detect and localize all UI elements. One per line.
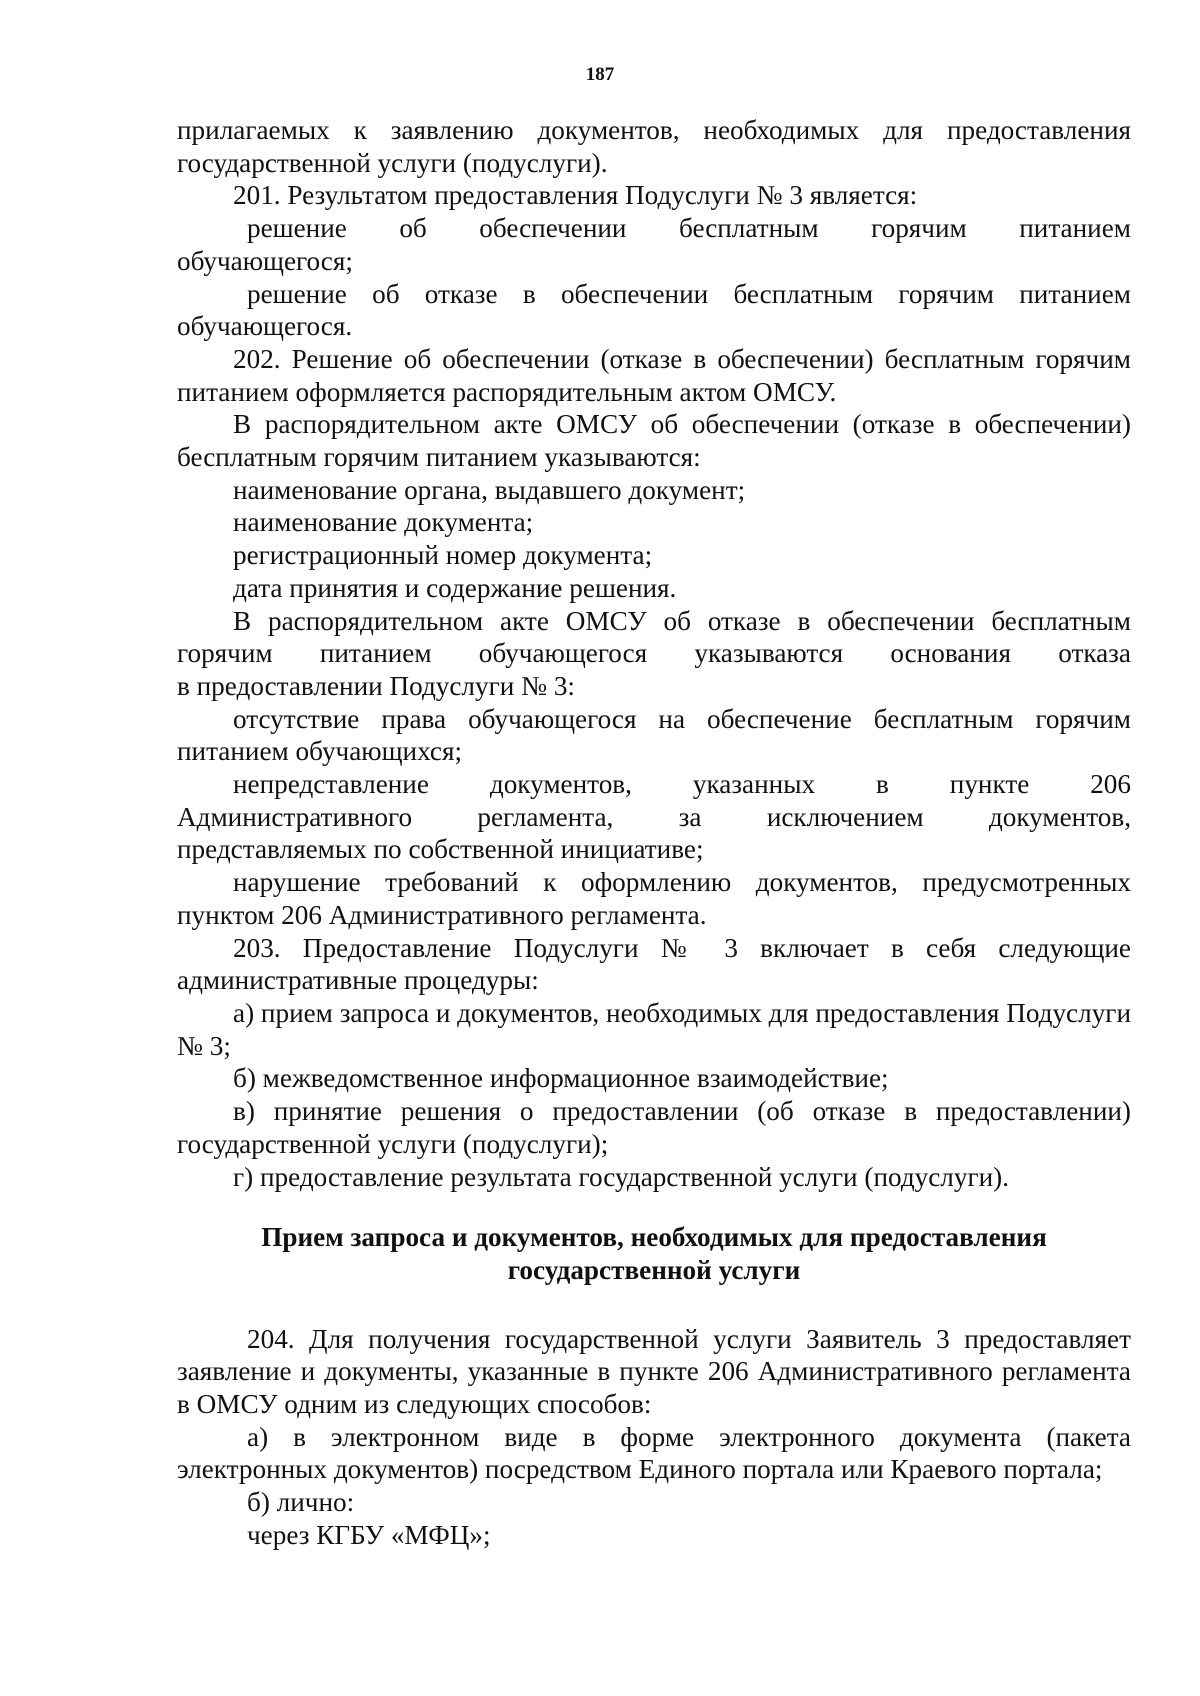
spacer [177, 1193, 1131, 1221]
act-item-2: наименование документа; [233, 507, 534, 538]
submission-way-a: а) в электронном виде в форме электронного документа (пакета электронных документов) посредством Единого портала или Краевого портала; [177, 1421, 1131, 1485]
result-item-2-line1: решение об отказе в обеспечении бесплатным горячим питанием [247, 278, 1131, 309]
section-heading-line1: Прием запроса и документов, необходимых для предоставления [261, 1222, 1047, 1253]
refusal-intro-line2: горячим питанием обучающегося указываются основания отказа [177, 638, 1131, 669]
paragraph-201: 201. Результатом предоставления Подуслуги № 3 является: [233, 180, 918, 211]
result-item-1-line1: решение об обеспечении бесплатным горячим питанием [247, 213, 1131, 244]
spacer [177, 1287, 1131, 1323]
submission-way-b: б) лично: [247, 1487, 355, 1518]
refusal-reason-2-line3: представляемых по собственной инициативе; [177, 834, 704, 865]
refusal-reason-2-line2: Административного регламента, за исключением документов, [177, 801, 1131, 832]
act-item-3: регистрационный номер документа; [233, 540, 653, 571]
refusal-intro-line3: в предоставлении Подуслуги № 3: [177, 670, 575, 701]
page-number: 187 [585, 64, 615, 85]
paragraph-continuation-line2: государственной услуги (подуслуги). [177, 147, 608, 178]
submission-way-b1: через КГБУ «МФЦ»; [247, 1519, 491, 1550]
refusal-intro-line1: В распорядительном акте ОМСУ об отказе в обеспечении бесплатным [233, 605, 1131, 636]
procedure-c: в) принятие решения о предоставлении (об отказе в предоставлении) государственной услуги (подуслуги); [177, 1096, 1131, 1159]
procedure-b: б) межведомственное информационное взаимодействие; [233, 1063, 889, 1094]
refusal-reason-2-line1: непредставление документов, указанных в пункте 206 [233, 769, 1131, 800]
paragraph-202: 202. Решение об обеспечении (отказе в обеспечении) бесплатным горячим питанием оформляется распорядительным актом ОМСУ. [177, 343, 1131, 407]
procedure-d: г) предоставление результата государственной услуги (подуслуги). [233, 1161, 1010, 1192]
refusal-reason-1: отсутствие права обучающегося на обеспечение бесплатным горячим питанием обучающихся; [177, 703, 1131, 767]
procedure-a: а) прием запроса и документов, необходимых для предоставления Подуслуги № 3; [177, 997, 1131, 1061]
act-item-1: наименование органа, выдавшего документ; [233, 474, 746, 505]
paragraph-continuation-line1: прилагаемых к заявлению документов, необходимых для предоставления [177, 115, 1131, 145]
refusal-reason-3: нарушение требований к оформлению документов, предусмотренных пунктом 206 Административного регламента. [177, 867, 1131, 930]
result-item-1-line2: обучающегося; [177, 245, 353, 276]
paragraph-202-act-contents: В распорядительном акте ОМСУ об обеспечении (отказе в обеспечении) бесплатным горячим питанием указываются: [177, 409, 1131, 473]
act-item-4: дата принятия и содержание решения. [233, 572, 677, 603]
section-heading-line2: государственной услуги [507, 1254, 801, 1285]
paragraph-204: 204. Для получения государственной услуги Заявитель 3 предоставляет заявление и документы, указанные в пункте 206 Административного регламента в ОМСУ одним из следующих способов: [177, 1323, 1131, 1420]
result-item-2-line2: обучающегося. [177, 311, 353, 342]
document-body [177, 114, 1131, 1552]
paragraph-203: 203. Предоставление Подуслуги № 3 включает в себя следующие административные процедуры: [177, 932, 1131, 996]
